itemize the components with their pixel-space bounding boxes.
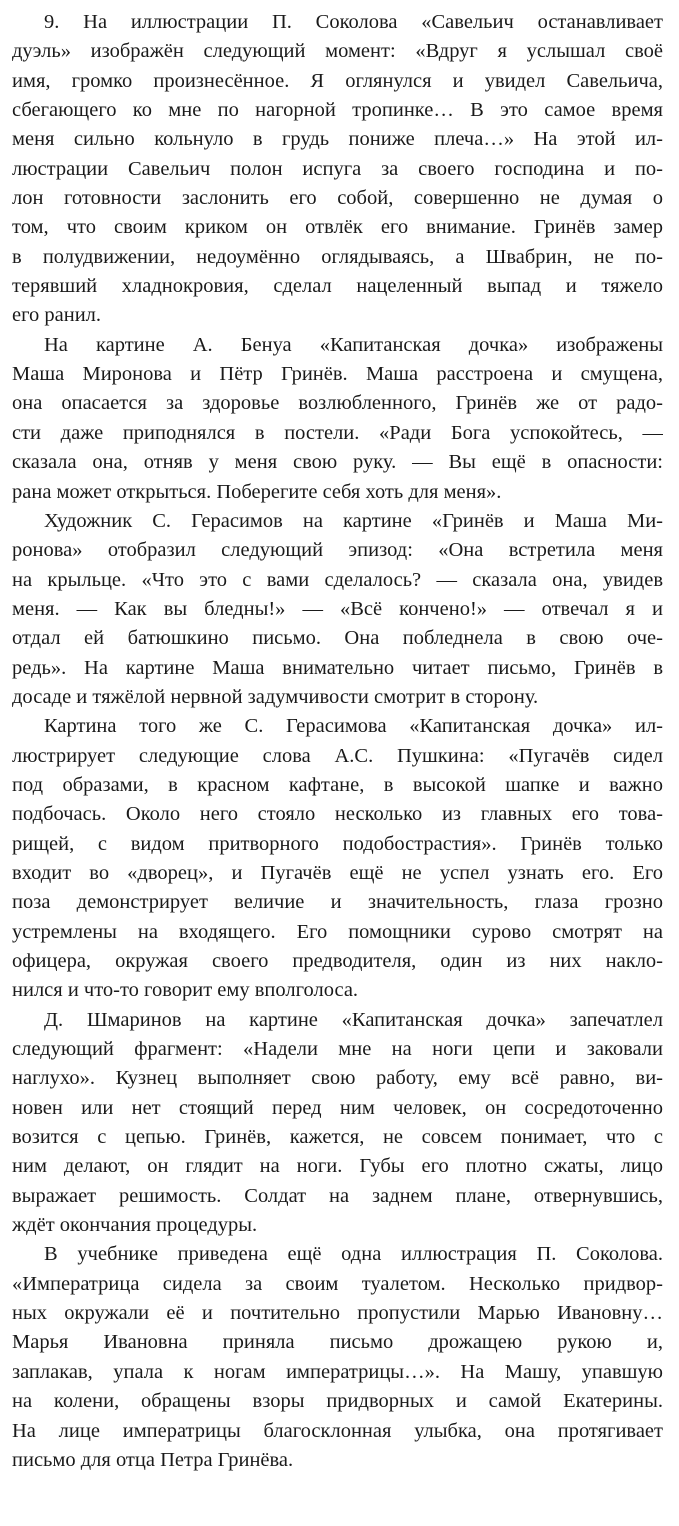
text-line: на колени, обращены взоры придворных и самой Екатерины. xyxy=(12,1390,663,1413)
paragraph xyxy=(12,8,663,331)
text-line: сбегающего ко мне по нагорной тропинке… В это самое время xyxy=(12,99,663,122)
text-line: сказала она, отняв у меня свою руку. — Вы ещё в опасности: xyxy=(12,451,663,474)
text-line: дуэль» изображён следующий момент: «Вдруг я услышал своё xyxy=(12,40,663,63)
text-line: том, что своим криком он отвлёк его внимание. Гринёв замер xyxy=(12,216,663,239)
text-line: люстрирует следующие слова А.С. Пушкина: «Пугачёв сидел xyxy=(12,744,663,767)
paragraph xyxy=(12,1006,663,1241)
text-line: На лице императрицы благосклонная улыбка, она протягивает xyxy=(12,1419,663,1442)
text-line: 9. На иллюстрации П. Соколова «Савельич останавливает xyxy=(44,11,663,33)
text-line: ных окружали её и почтительно пропустили Марью Ивановну… xyxy=(12,1302,663,1325)
text-line: под образами, в красном кафтане, в высокой шапке и важно xyxy=(12,773,663,796)
text-line: она опасается за здоровье возлюбленного, Гринёв же от радо- xyxy=(12,392,663,415)
paragraph xyxy=(12,712,663,1005)
text-line: рана может открыться. Поберегите себя хоть для меня». xyxy=(12,480,502,503)
text-line: рищей, с видом притворного подобострастия». Гринёв только xyxy=(12,832,663,855)
text-line: новен или нет стоящий перед ним человек, он сосредоточенно xyxy=(12,1096,663,1119)
text-line: нился и что-то говорит ему вполголоса. xyxy=(12,979,359,1002)
text-line: терявший хладнокровия, сделал нацеленный выпад и тяжело xyxy=(12,275,663,298)
text-line: ждёт окончания процедуры. xyxy=(12,1214,258,1237)
text-line: устремлены на входящего. Его помощники сурово смотрят на xyxy=(12,920,663,943)
text-line: в полудвижении, недоумённо оглядываясь, а Швабрин, не по- xyxy=(12,245,663,268)
text-line: письмо для отца Петра Гринёва. xyxy=(12,1448,294,1471)
text-line: В учебнике приведена ещё одна иллюстрация П. Соколова. xyxy=(44,1243,663,1266)
paragraph xyxy=(12,331,663,507)
text-line: На картине А. Бенуа «Капитанская дочка» изображены xyxy=(44,333,663,356)
text-line: сти даже приподнялся в постели. «Ради Бога успокойтесь, — xyxy=(12,421,663,444)
text-line: Маша Миронова и Пётр Гринёв. Маша расстроена и смущена, xyxy=(12,363,663,386)
paragraph xyxy=(12,1240,663,1475)
text-line: редь». На картине Маша внимательно читает письмо, Гринёв в xyxy=(12,656,663,679)
text-line: заплакав, упала к ногам императрицы…». На Машу, упавшую xyxy=(12,1360,663,1383)
text-line: выражает решимость. Солдат на заднем плане, отвернувшись, xyxy=(12,1184,663,1207)
text-line: на крыльце. «Что это с вами сделалось? — сказала она, увидев xyxy=(12,568,663,591)
text-line: Картина того же С. Герасимова «Капитанская дочка» ил- xyxy=(44,715,663,738)
text-line: имя, громко произнесённое. Я оглянулся и увидел Савельича, xyxy=(12,69,663,92)
text-line: подбочась. Около него стояло несколько из главных его това- xyxy=(12,803,663,826)
text-line: офицера, окружая своего предводителя, один из них накло- xyxy=(12,950,663,972)
paragraph xyxy=(12,507,663,712)
text-line: наглухо». Кузнец выполняет свою работу, ему всё равно, ви- xyxy=(12,1067,663,1090)
text-line: Художник С. Герасимов на картине «Гринёв и Маша Ми- xyxy=(44,509,663,532)
text-line: ним делают, он глядит на ноги. Губы его плотно сжаты, лицо xyxy=(12,1155,663,1178)
text-line: поза демонстрирует величие и значительность, глаза грозно xyxy=(12,891,663,914)
text-line: следующий фрагмент: «Надели мне на ноги цепи и заковали xyxy=(12,1038,663,1061)
text-line: Марья Ивановна приняла письмо дрожащею рукою и, xyxy=(12,1331,663,1354)
text-line: меня. — Как вы бледны!» — «Всё кончено!» — отвечал я и xyxy=(12,597,663,620)
text-line: «Императрица сидела за своим туалетом. Несколько придвор- xyxy=(12,1272,663,1295)
text-line: отдал ей батюшкино письмо. Она побледнела в свою оче- xyxy=(12,627,663,650)
text-line: входит во «дворец», и Пугачёв ещё не успел узнать его. Его xyxy=(12,861,663,884)
text-line: возится с цепью. Гринёв, кажется, не совсем понимает, что с xyxy=(12,1126,663,1149)
text-line: Д. Шмаринов на картине «Капитанская дочка» запечатлел xyxy=(44,1008,663,1031)
text-line: досаде и тяжёлой нервной задумчивости смотрит в сторону. xyxy=(12,685,539,708)
text-line: лон готовности заслонить его собой, совершенно не думая о xyxy=(12,187,663,210)
text-line: его ранил. xyxy=(12,304,102,327)
text-line: меня сильно кольнуло в грудь пониже плеча…» На этой ил- xyxy=(12,128,663,151)
text-line: ронова» отобразил следующий эпизод: «Она встретила меня xyxy=(12,539,663,562)
text-line: люстрации Савельич полон испуга за своего господина и по- xyxy=(12,157,663,180)
